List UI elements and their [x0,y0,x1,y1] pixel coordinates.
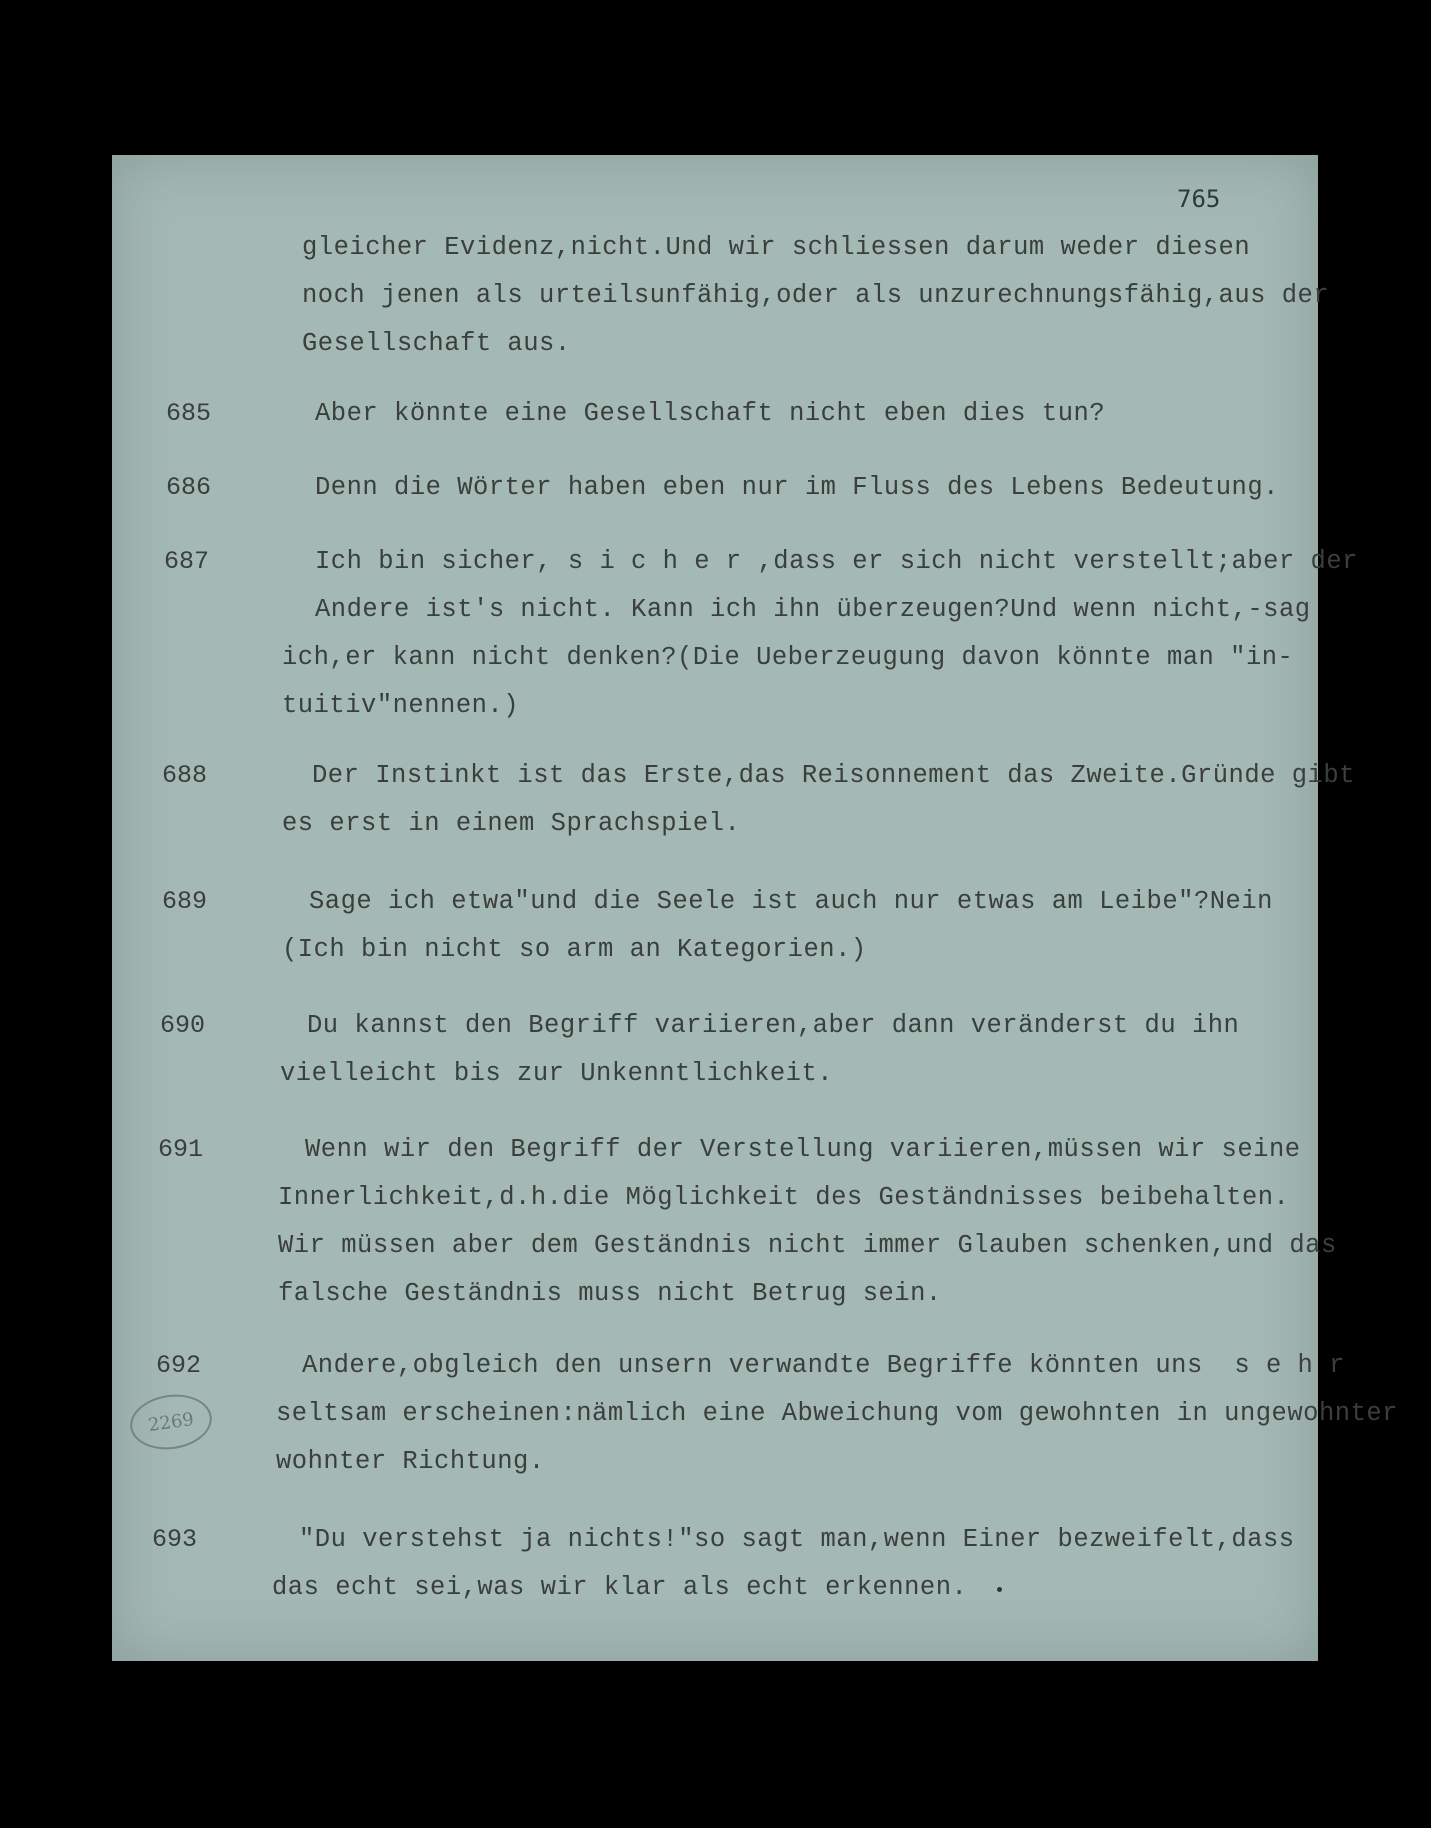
paragraph-line: Wir müssen aber dem Geständnis nicht immer Glauben schenken,und das [278,1231,1337,1260]
paragraph-line: Ich bin sicher, s i c h e r ,dass er sich nicht verstellt;aber der [315,547,1358,576]
paragraph-line: "Du verstehst ja nichts!"so sagt man,wenn Einer bezweifelt,dass [299,1525,1295,1554]
typescript-page [112,155,1398,1661]
paragraph-line: falsche Geständnis muss nicht Betrug sein. [278,1279,942,1308]
paragraph-line: wohnter Richtung. [276,1447,545,1476]
archive-stamp: 2269 [127,1390,216,1455]
paragraph-line: Du kannst den Begriff variieren,aber dann veränderst du ihn [307,1011,1240,1040]
ink-dot [997,1587,1002,1592]
intro-line: noch jenen als urteilsunfähig,oder als unzurechnungsfähig,aus der [302,281,1330,310]
paragraph-number: 688 [162,761,208,790]
paragraph-line: Sage ich etwa"und die Seele ist auch nur etwas am Leibe"?Nein [309,887,1273,916]
paragraph-number: 686 [166,473,212,502]
paragraph-line: seltsam erscheinen:nämlich eine Abweichung vom gewohnten in ungewohnter [276,1399,1398,1428]
paragraph-line: Aber könnte eine Gesellschaft nicht eben dies tun? [315,399,1106,428]
paragraph-number: 689 [162,887,208,916]
paragraph-number: 690 [160,1011,206,1040]
paragraph-line: Innerlichkeit,d.h.die Möglichkeit des Geständnisses beibehalten. [278,1183,1290,1212]
paragraph-line: Der Instinkt ist das Erste,das Reisonnement das Zweite.Gründe gibt [312,761,1355,790]
page-number: 765 [1177,185,1221,213]
paragraph-line: das echt sei,was wir klar als echt erkennen. [272,1573,968,1602]
paragraph-line: ich,er kann nicht denken?(Die Ueberzeugung davon könnte man "in- [282,643,1294,672]
paragraph-line: (Ich bin nicht so arm an Kategorien.) [282,935,867,964]
paragraph-line: tuitiv"nennen.) [282,691,520,720]
paragraph-line: Wenn wir den Begriff der Verstellung variieren,müssen wir seine [305,1135,1301,1164]
intro-line: gleicher Evidenz,nicht.Und wir schliessen darum weder diesen [302,233,1251,262]
paragraph-line: Andere,obgleich den unsern verwandte Begriffe könnten uns s e h r [302,1351,1345,1380]
paragraph-number: 692 [156,1351,202,1380]
paragraph-line: Denn die Wörter haben eben nur im Fluss des Lebens Bedeutung. [315,473,1279,502]
paragraph-number: 687 [164,547,210,576]
paragraph-line: Andere ist's nicht. Kann ich ihn überzeugen?Und wenn nicht,-sag [315,595,1311,624]
intro-line: Gesellschaft aus. [302,329,571,358]
paragraph-number: 685 [166,399,212,428]
paragraph-line: es erst in einem Sprachspiel. [282,809,741,838]
paragraph-number: 693 [152,1525,198,1554]
paragraph-number: 691 [158,1135,204,1164]
paragraph-line: vielleicht bis zur Unkenntlichkeit. [280,1059,834,1088]
